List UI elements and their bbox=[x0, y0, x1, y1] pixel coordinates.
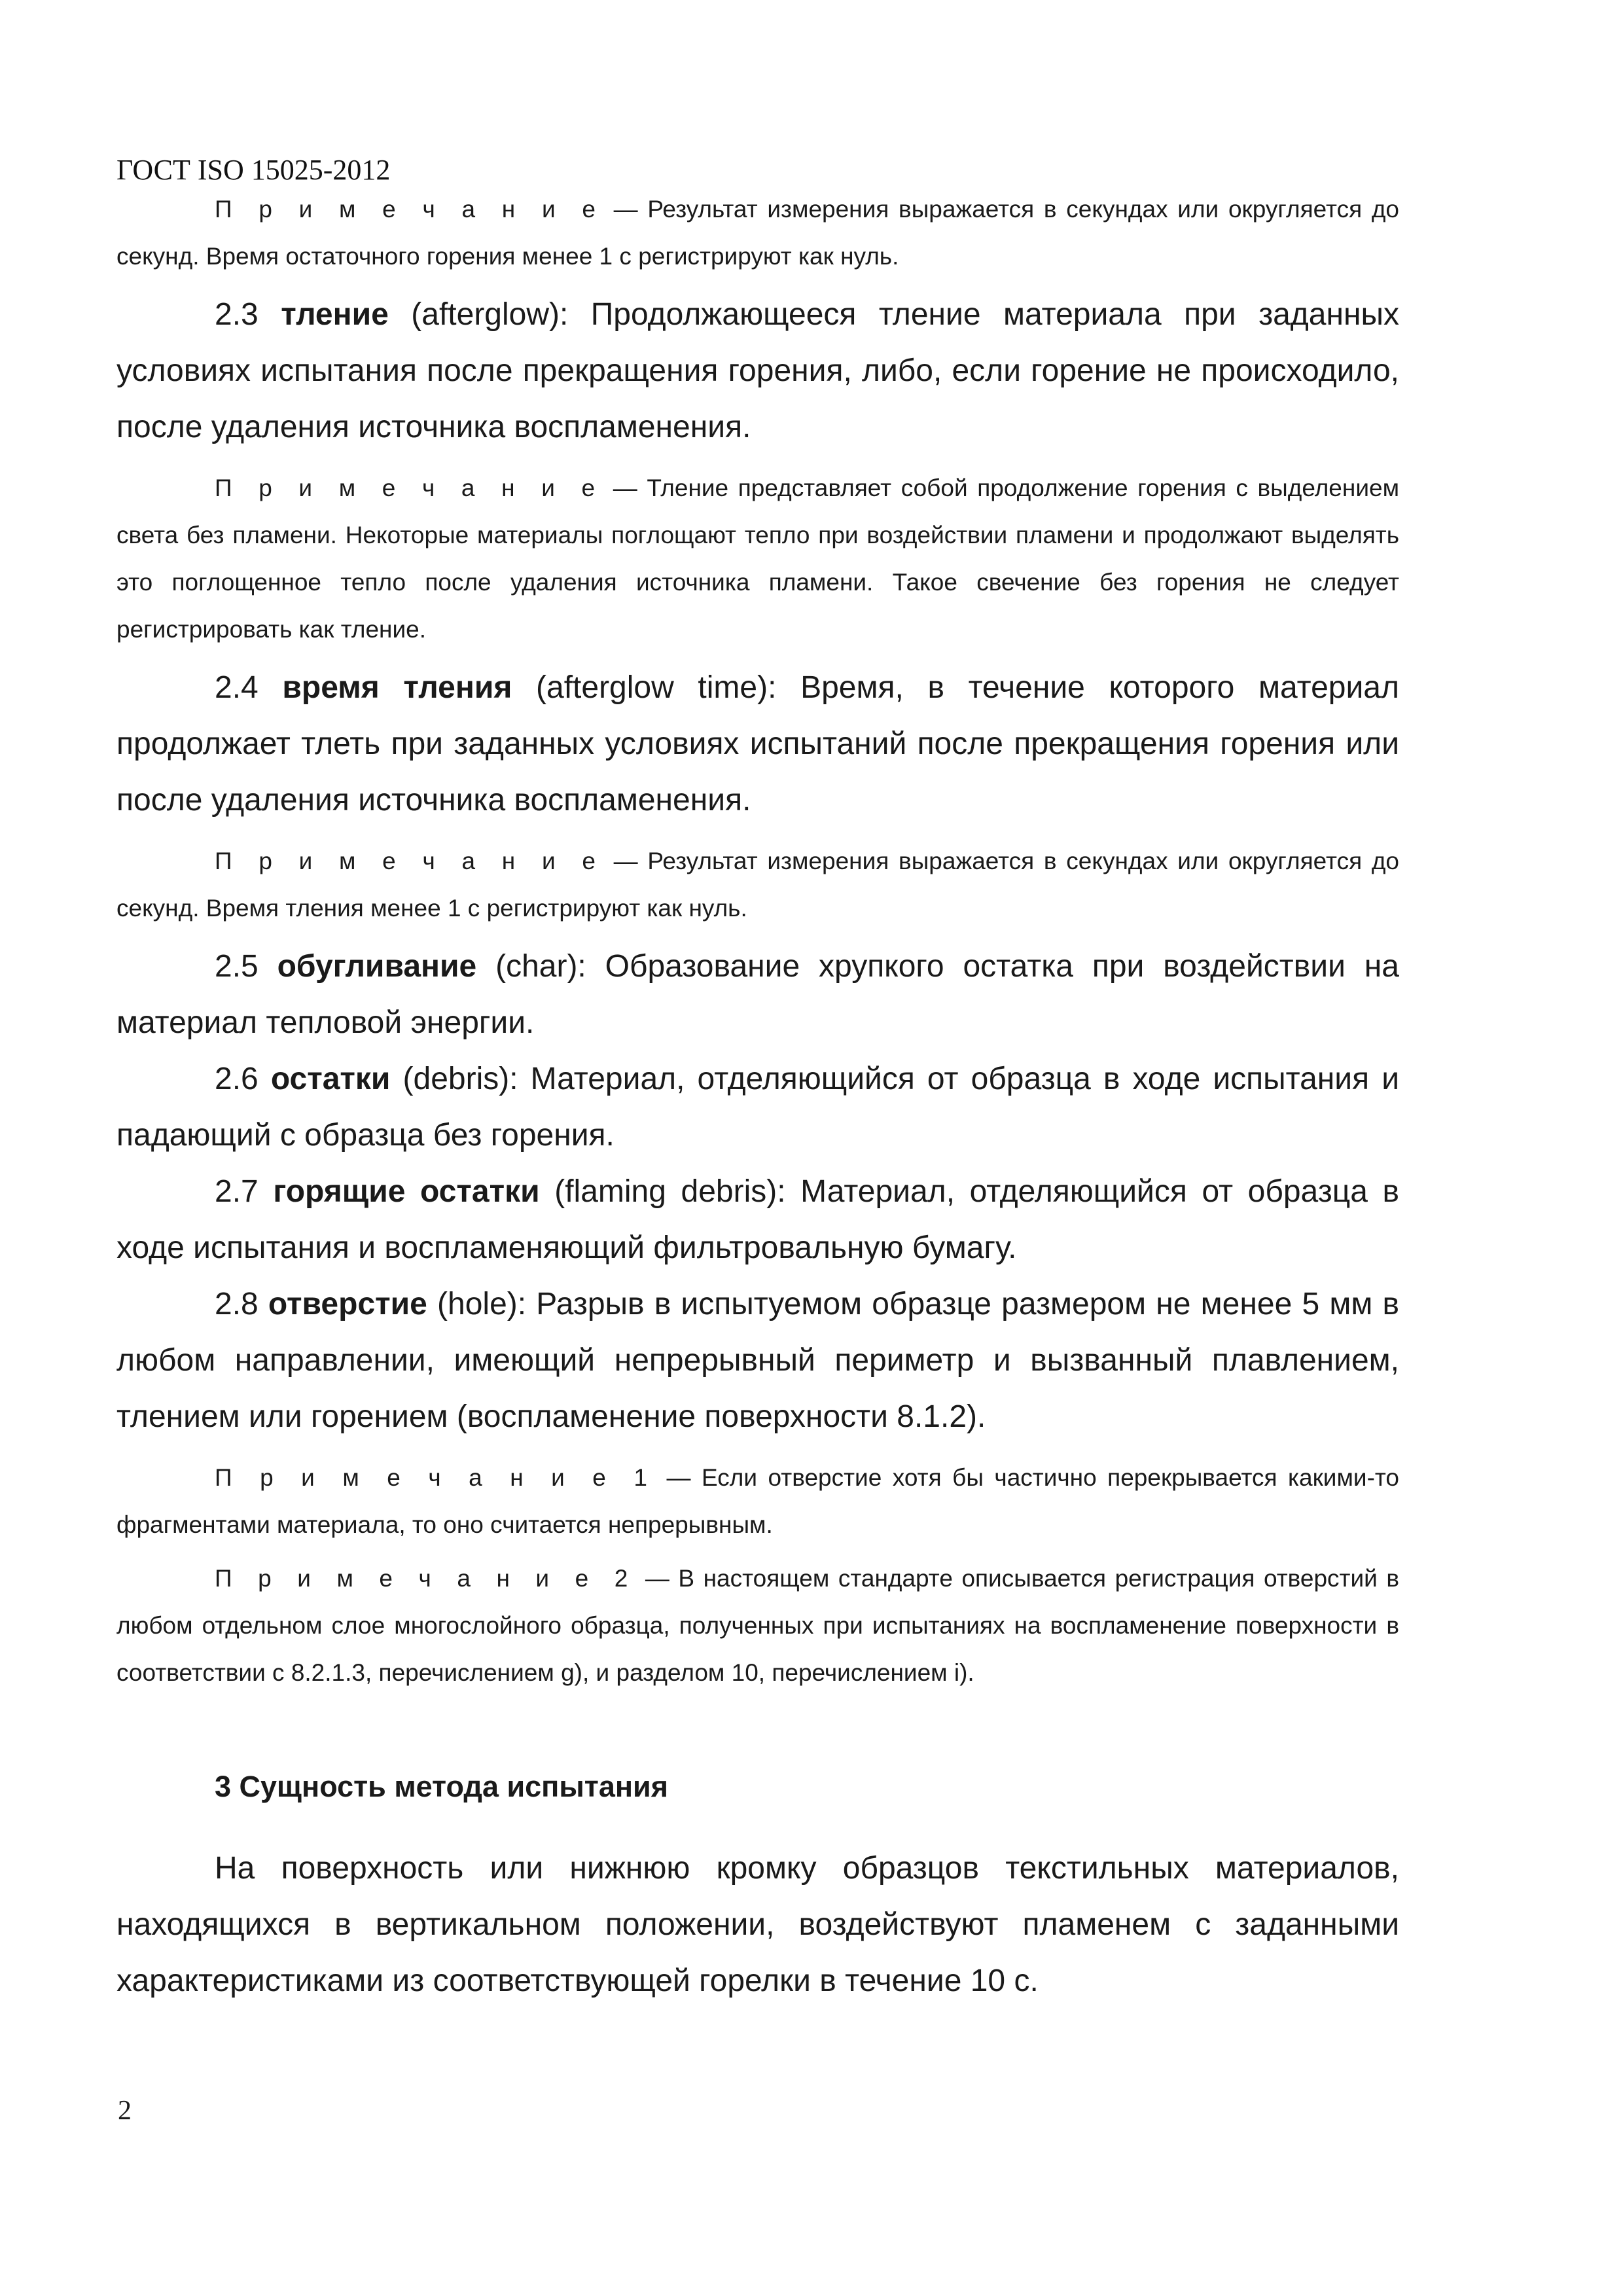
note-text: Если отверстие хотя бы частично перекрывается какими-то фрагментами материала, то оно считается непрерывным. bbox=[116, 1464, 1400, 1538]
note-dash: — bbox=[636, 1565, 679, 1592]
page-number: 2 bbox=[118, 2096, 132, 2126]
term: остатки bbox=[270, 1062, 391, 1096]
note-label: П р и м е ч а н и е bbox=[215, 196, 604, 223]
note-1-hole bbox=[116, 1454, 1399, 1549]
note-dash: — bbox=[655, 1464, 702, 1491]
note-label: П р и м е ч а н и е 2 bbox=[215, 1565, 637, 1592]
section-heading: 3 Сущность метода испытания bbox=[215, 1770, 668, 1803]
definition-text: (afterglow): Продолжающееся тление материала при заданных условиях испытания после прекращения горения, либо, если горение не происходило, после удаления источника воспламенения. bbox=[116, 297, 1399, 444]
note-dash: — bbox=[603, 475, 647, 501]
term: горящие остатки bbox=[273, 1174, 540, 1209]
note-dash: — bbox=[603, 196, 648, 223]
note-2-hole bbox=[116, 1555, 1399, 1696]
clause-number: 2.4 bbox=[215, 670, 283, 705]
definition-text: (char): Образование хрупкого остатка при воздействии на материал тепловой энергии. bbox=[116, 949, 1399, 1040]
clause-number: 2.5 bbox=[215, 949, 277, 984]
document-header: ГОСТ ISO 15025-2012 bbox=[116, 154, 391, 186]
term: тление bbox=[281, 297, 389, 332]
document-body bbox=[116, 186, 1399, 2009]
note-measurement-afterflame bbox=[116, 186, 1399, 280]
definition-2-6 bbox=[116, 1051, 1399, 1164]
note-label: П р и м е ч а н и е bbox=[215, 848, 604, 874]
note-dash: — bbox=[603, 848, 648, 874]
term: обугливание bbox=[277, 949, 477, 984]
note-text: Тление представляет собой продолжение горения с выделением света без пламени. Некоторые материалы поглощают тепло при воздействии пламени и продолжают выделять это поглощенное тепло после удаления источника пламени. Такое свечение без горения не следует регистрировать как тление. bbox=[116, 475, 1400, 643]
clause-number: 2.6 bbox=[215, 1062, 271, 1096]
clause-number: 2.8 bbox=[215, 1287, 268, 1321]
definition-2-3 bbox=[116, 287, 1399, 456]
note-text: В настоящем стандарте описывается регистрация отверстий в любом отдельном слое многослойного образца, полученных при испытаниях на воспламенение поверхности в соответствии с 8.2.1.3, перечислением g), и разделом 10, перечислением i). bbox=[116, 1565, 1400, 1686]
term: время тления bbox=[282, 670, 512, 705]
definition-text: (flaming debris): Материал, отделяющийся от образца в ходе испытания и воспламеняющий фильтровальную бумагу. bbox=[116, 1174, 1399, 1265]
section-3-text: На поверхность или нижнюю кромку образцов текстильных материалов, находящихся в вертикальном положении, воздействуют пламенем с заданными характеристиками из соответствующей горелки в течение 10 с. bbox=[116, 1851, 1399, 1998]
definition-2-5 bbox=[116, 939, 1399, 1051]
definition-text: (hole): Разрыв в испытуемом образце размером не менее 5 мм в любом направлении, имеющий непрерывный периметр и вызванный плавлением, тлением или горением (воспламенение поверхности 8.1.2). bbox=[116, 1287, 1400, 1434]
term: отверстие bbox=[268, 1287, 427, 1321]
note-text: Результат измерения выражается в секундах или округляется до секунд. Время остаточного горения менее 1 с регистрируют как нуль. bbox=[116, 196, 1399, 270]
definition-text: (afterglow time): Время, в течение которого материал продолжает тлеть при заданных условиях испытаний после прекращения горения или после удаления источника воспламенения. bbox=[116, 670, 1400, 817]
note-label: П р и м е ч а н и е bbox=[215, 475, 604, 501]
note-afterglow-time bbox=[116, 838, 1399, 932]
definition-2-4 bbox=[116, 660, 1399, 829]
note-label: П р и м е ч а н и е 1 bbox=[215, 1464, 656, 1491]
clause-number: 2.3 bbox=[215, 297, 281, 332]
clause-number: 2.7 bbox=[215, 1174, 274, 1209]
note-afterglow bbox=[116, 465, 1399, 653]
definition-text: (debris): Материал, отделяющийся от образца в ходе испытания и падающий с образца без горения. bbox=[116, 1062, 1400, 1153]
definition-2-8 bbox=[116, 1276, 1399, 1445]
note-text: Результат измерения выражается в секундах или округляется до секунд. Время тления менее 1 с регистрируют как нуль. bbox=[116, 848, 1399, 922]
definition-2-7 bbox=[116, 1164, 1399, 1276]
